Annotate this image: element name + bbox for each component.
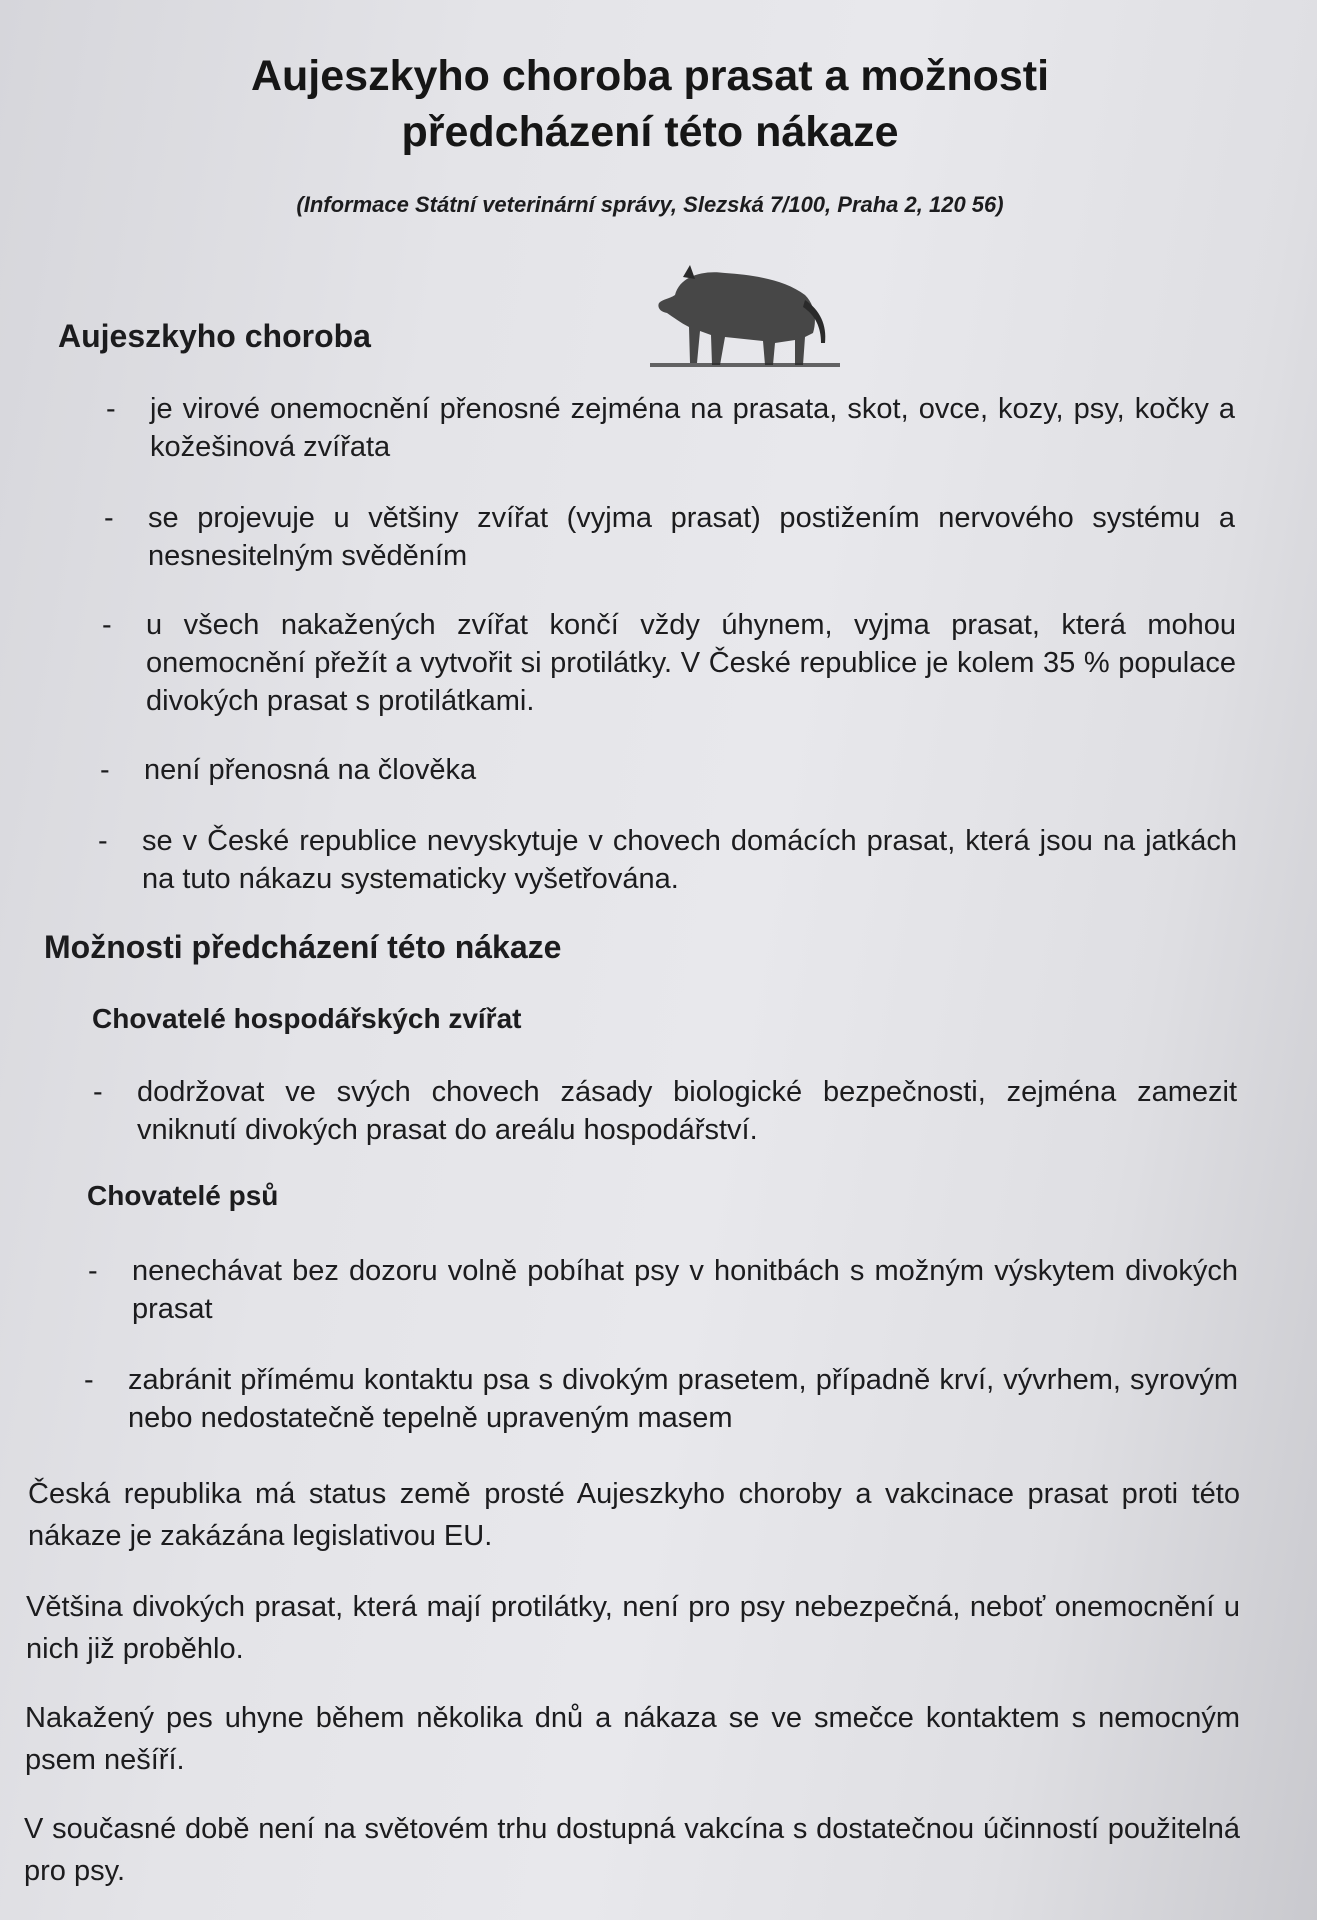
title-line-2: předcházení této nákaze [401,108,899,156]
bullet-dash: - [88,1255,98,1287]
list-item [84,1361,1238,1437]
list-item-text: není přenosná na člověka [144,754,477,786]
list-item-text: nenechávat bez dozoru volně pobíhat psy v honitbách s možným výskytem divokých prasat [132,1255,1238,1325]
subheading-chovatele-psu: Chovatelé psů [87,1180,279,1211]
title-line-1: Aujeszkyho choroba prasat a možnosti [250,52,1050,100]
list-item [106,390,1235,466]
bullet-dash: - [98,825,108,857]
list-item-text: je virové onemocnění přenosné zejména na prasata, skot, ovce, kozy, psy, kočky a kožešinová zvířata [150,393,1235,463]
list-item-text: dodržovat ve svých chovech zásady biologické bezpečnosti, zejména zamezit vniknutí divokých prasat do areálu hospodářství. [137,1076,1237,1146]
subheading-chovatele-hospodarskych-zvirat: Chovatelé hospodářských zvířat [92,1003,522,1034]
list-item [104,499,1235,575]
bullet-dash: - [100,754,110,786]
bullet-dash: - [93,1076,103,1108]
document-subtitle: (Informace Státní veterinární správy, Slezská 7/100, Praha 2, 120 56) [296,192,1004,217]
wild-boar-illustration-icon [645,255,845,375]
list-item [100,751,1236,789]
list-item-text: zabránit přímému kontaktu psa s divokým prasetem, případně krví, vývrhem, syrovým nebo nedostatečně tepelně upraveným masem [128,1364,1238,1434]
bullet-dash: - [102,609,112,641]
bullet-dash: - [84,1364,94,1396]
paragraph-status-eu: Česká republika má status země prosté Aujeszkyho choroby a vakcinace prasat proti této nákaze je zakázána legislativou EU. [28,1478,1240,1552]
list-item-text: se projevuje u většiny zvířat (vyjma prasat) postižením nervového systému a nesnesitelným svěděním [148,502,1235,572]
list-item [93,1073,1237,1149]
list-item [88,1252,1238,1328]
list-item-text: u všech nakažených zvířat končí vždy úhynem, vyjma prasat, která mohou onemocnění přežít a vytvořit si protilátky. V České republice je kolem 35 % populace divokých prasat s protilátkami. [146,609,1236,717]
bullet-dash: - [106,393,116,425]
document-title [150,48,1150,160]
list-item-text: se v České republice nevyskytuje v chovech domácích prasat, která jsou na jatkách na tuto nákazu systematicky vyšetřována. [142,825,1237,895]
bullet-dash: - [104,502,114,534]
paragraph-nakazeny-pes: Nakažený pes uhyne během několika dnů a nákaza se ve smečce kontaktem s nemocným psem nešíří. [25,1702,1240,1776]
paragraph-vakcina: V současné době není na světovém trhu dostupná vakcína s dostatečnou účinností použitelná pro psy. [24,1813,1240,1887]
paragraph-protilatky: Většina divokých prasat, která mají protilátky, není pro psy nebezpečná, neboť onemocnění u nich již proběhlo. [26,1591,1240,1665]
list-item [102,606,1236,720]
list-item [98,822,1237,898]
section-heading-aujeszkyho-choroba: Aujeszkyho choroba [58,318,371,354]
section-heading-moznosti-predchazeni: Možnosti předcházení této nákaze [44,929,562,965]
